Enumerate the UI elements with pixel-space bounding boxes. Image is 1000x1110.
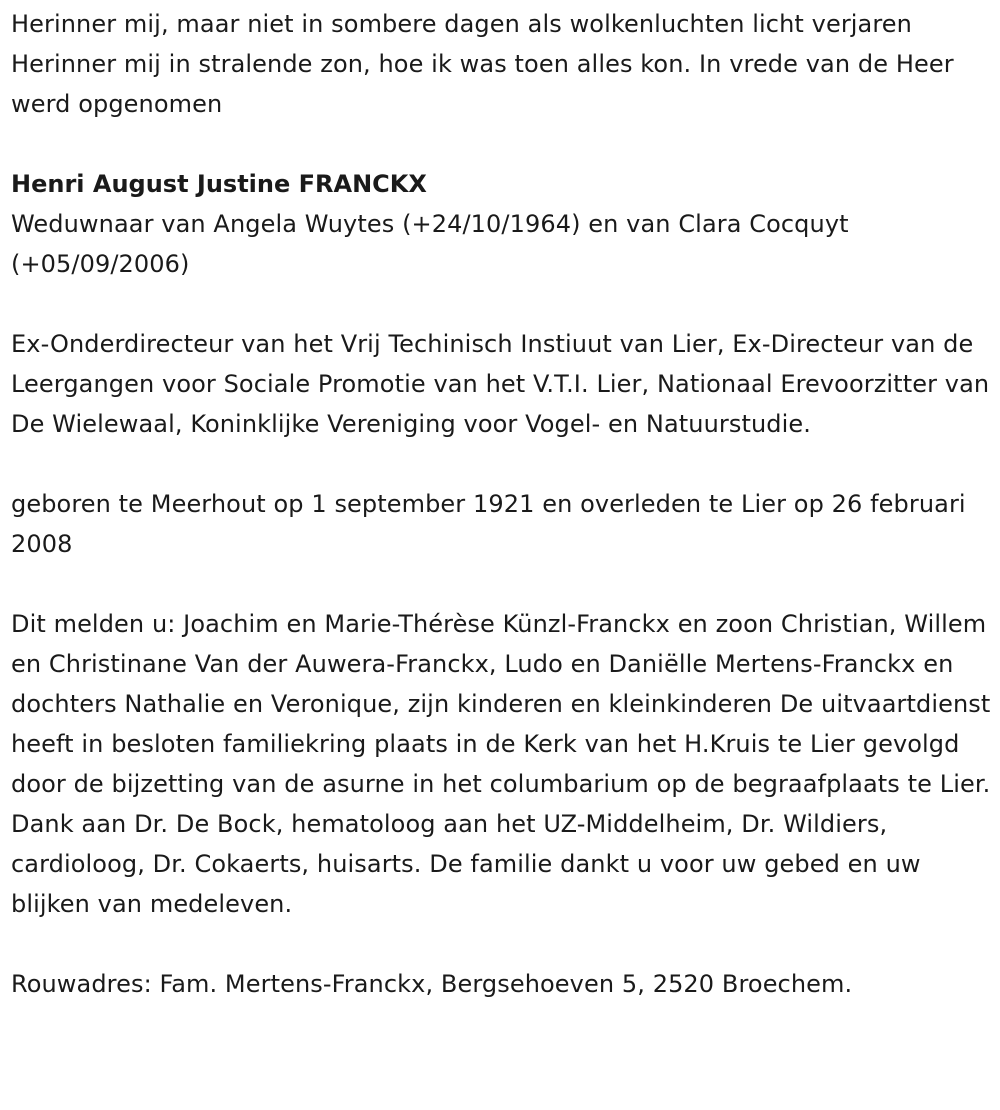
spacer	[11, 564, 996, 604]
widower-text: Weduwnaar van Angela Wuytes (+24/10/1964) en van Clara Cocquyt (+05/09/2006)	[11, 210, 849, 278]
career-text: Ex-Onderdirecteur van het Vrij Techinisch Instiuut van Lier, Ex-Directeur van de Leergangen voor Sociale Promotie van het V.T.I. Lier, Nationaal Erevoorzitter van De Wielewaal, Koninklijke Vereniging voor Vogel- en Natuurstudie.	[11, 330, 990, 438]
announcement-text: Dit melden u: Joachim en Marie-Thérèse Künzl-Franckx en zoon Christian, Willem en Christinane Van der Auwera-Franckx, Ludo en Daniëlle Mertens-Franckx en dochters Nathalie en Veronique, zijn kinderen en kleinkinderen De uitvaartdienst heeft in besloten familiekring plaats in de Kerk van het H.Kruis te Lier gevolgd door de bijzetting van de asurne in het columbarium op de begraafplaats te Lier. Dank aan Dr. De Bock, hematoloog aan het UZ-Middelheim, Dr. Wildiers, cardioloog, Dr. Cokaerts, huisarts. De familie dankt u voor uw gebed en uw blijken van medeleven.	[11, 610, 991, 918]
intro-text: Herinner mij, maar niet in sombere dagen als wolkenluchten licht verjaren Herinner mij in stralende zon, hoe ik was toen alles kon. In vrede van de Heer werd opgenomen	[11, 10, 954, 118]
spacer	[11, 444, 996, 484]
spacer	[11, 924, 996, 964]
spacer	[11, 124, 996, 164]
obituary-document	[11, 4, 996, 1004]
birth-death-text: geboren te Meerhout op 1 september 1921 en overleden te Lier op 26 februari 2008	[11, 490, 966, 558]
spacer	[11, 284, 996, 324]
deceased-name: Henri August Justine FRANCKX	[11, 170, 427, 198]
address-text: Rouwadres: Fam. Mertens-Franckx, Bergsehoeven 5, 2520 Broechem.	[11, 970, 853, 998]
